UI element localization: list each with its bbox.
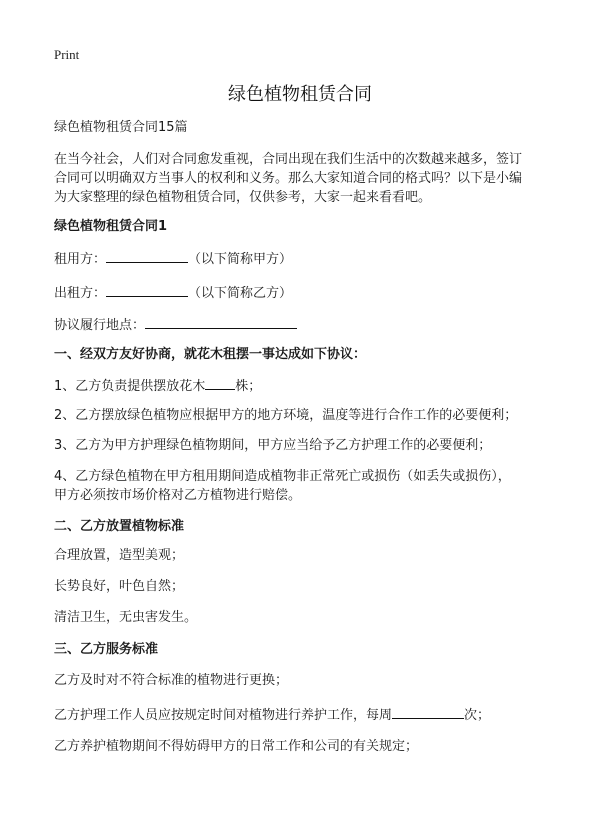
lessee-line <box>54 248 554 269</box>
document-title: 绿色植物租赁合同 <box>228 84 372 105</box>
item3-line: 3、乙方为甲方护理绿色植物期间，甲方应当给予乙方护理工作的必要便利； <box>54 438 492 453</box>
lessee-label: 租用方： <box>54 252 107 267</box>
item4-paragraph <box>54 467 554 505</box>
contract-heading: 绿色植物租赁合同1 <box>54 219 168 234</box>
standard-item: 清洁卫生，无虫害发生。 <box>54 610 198 625</box>
service-item: 乙方养护植物期间不得妨碍甲方的日常工作和公司的有关规定； <box>54 739 419 754</box>
item1-line <box>54 375 554 396</box>
item1-blank <box>205 375 235 390</box>
intro-line: 为大家整理的绿色植物租赁合同，仅供参考，大家一起来看看吧。 <box>54 190 432 205</box>
intro-paragraph <box>54 150 554 207</box>
lessor-line <box>54 282 554 303</box>
intro-line: 在当今社会，人们对合同愈发重视，合同出现在我们生活中的次数越来越多，签订 <box>54 152 523 167</box>
location-blank <box>145 314 297 329</box>
item1-suffix: 株； <box>235 379 262 394</box>
intro-line: 合同可以明确双方当事人的权利和义务。那么大家知道合同的格式吗？以下是小编 <box>54 171 523 186</box>
service-item-frequency <box>54 704 554 725</box>
item1-prefix: 1、乙方负责提供摆放花木 <box>54 379 206 394</box>
lessor-blank <box>106 282 188 297</box>
location-line <box>54 314 554 335</box>
lessor-label: 出租方： <box>54 286 107 301</box>
section1-heading: 一、经双方友好协商，就花木租摆一事达成如下协议： <box>54 347 367 362</box>
section2-heading: 二、乙方放置植物标准 <box>54 519 185 534</box>
section3-heading: 三、乙方服务标准 <box>54 642 159 657</box>
location-label: 协议履行地点： <box>54 318 146 333</box>
lessee-suffix: （以下简称甲方） <box>188 252 293 267</box>
item4-line: 4、乙方绿色植物在甲方租用期间造成植物非正常死亡或损伤（如丢失或损伤）， <box>54 469 511 484</box>
svc2-prefix: 乙方护理工作人员应按规定时间对植物进行养护工作，每周 <box>54 708 393 723</box>
lessee-blank <box>106 248 188 263</box>
item2-line: 2、乙方摆放绿色植物应根据甲方的地方环境，温度等进行合作工作的必要便利； <box>54 408 518 423</box>
lessor-suffix: （以下简称乙方） <box>188 286 293 301</box>
item4-line: 甲方必须按市场价格对乙方植物进行赔偿。 <box>54 488 302 503</box>
standard-item: 合理放置，造型美观； <box>54 548 185 563</box>
document-subtitle: 绿色植物租赁合同15篇 <box>54 120 188 135</box>
frequency-blank <box>392 704 464 719</box>
service-item: 乙方及时对不符合标准的植物进行更换； <box>54 673 289 688</box>
standard-item: 长势良好，叶色自然； <box>54 579 185 594</box>
print-link[interactable]: Print <box>54 47 80 62</box>
svc2-suffix: 次； <box>464 708 491 723</box>
